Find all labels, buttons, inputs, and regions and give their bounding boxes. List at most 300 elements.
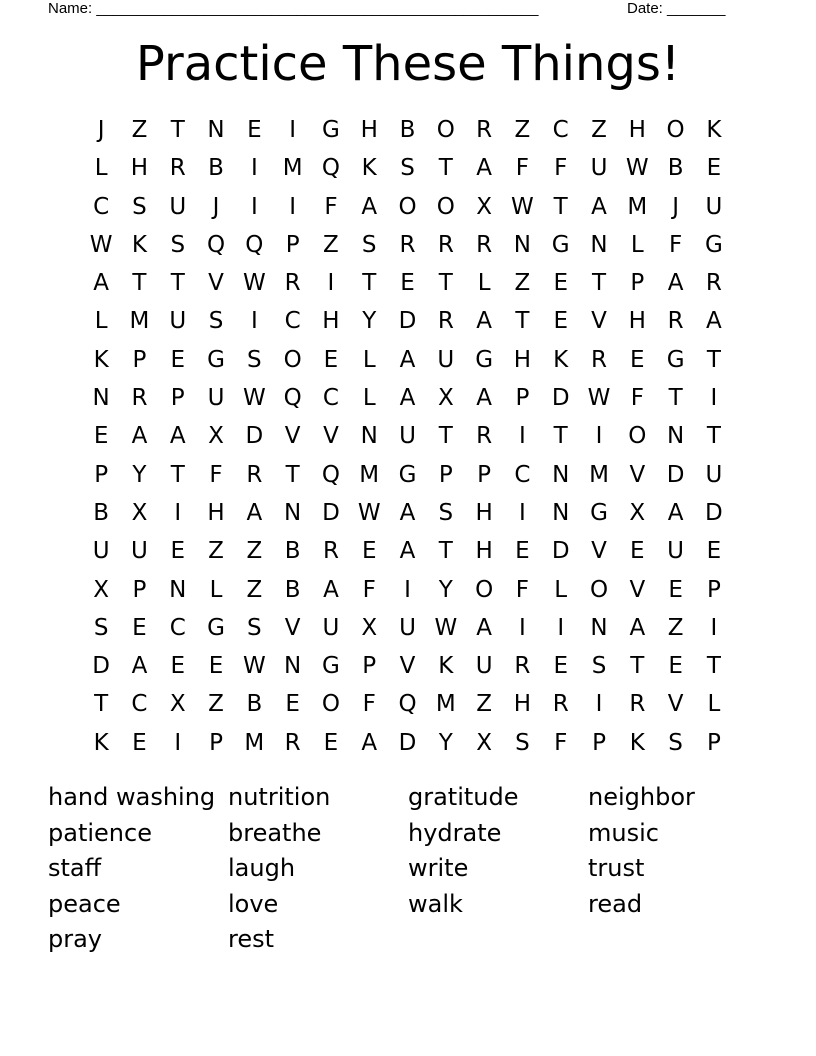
grid-letter: Y (362, 308, 377, 335)
grid-letter: I (250, 193, 258, 220)
word-bank-item: neighbor (588, 783, 695, 811)
grid-letter: O (436, 193, 455, 220)
grid-letter: O (436, 117, 455, 143)
grid-letter: A (93, 270, 110, 297)
date-field-label: Date: _______ (627, 0, 726, 17)
grid-letter: D (398, 308, 417, 335)
grid-letter: C (514, 461, 531, 488)
grid-row (82, 111, 733, 149)
word-bank-item: walk (408, 889, 463, 918)
letter-grid (82, 111, 733, 762)
grid-letter: U (437, 346, 455, 373)
word-row (48, 780, 768, 816)
grid-letter: R (437, 308, 454, 335)
grid-letter: N (590, 614, 608, 641)
grid-letter: V (323, 423, 339, 450)
grid-letter: U (590, 155, 608, 182)
grid-letter: D (551, 385, 570, 412)
grid-letter: E (668, 576, 683, 603)
grid-letter: A (667, 270, 684, 297)
grid-letter: E (553, 308, 568, 335)
grid-letter: K (361, 155, 377, 182)
grid-letter: R (667, 308, 684, 335)
word-bank-item: laugh (228, 854, 296, 883)
grid-letter: K (93, 729, 109, 756)
word-bank-item: peace (48, 889, 121, 918)
grid-row (82, 571, 733, 609)
grid-letter: E (515, 538, 530, 565)
grid-letter: D (551, 538, 570, 565)
grid-letter: I (519, 423, 526, 450)
grid-letter: A (591, 193, 607, 220)
grid-letter: R (284, 729, 301, 756)
grid-letter: X (629, 499, 646, 526)
grid-letter: G (551, 231, 570, 258)
grid-row (82, 532, 733, 570)
grid-letter: T (591, 270, 607, 297)
grid-letter: M (359, 461, 380, 488)
grid-letter: H (207, 499, 225, 526)
grid-letter: V (208, 270, 224, 297)
grid-letter: U (169, 308, 187, 335)
grid-letter: N (590, 231, 608, 258)
grid-letter: D (666, 461, 685, 488)
grid-letter: E (706, 538, 722, 565)
grid-letter: X (476, 193, 492, 220)
word-row (48, 887, 768, 923)
grid-letter: L (362, 346, 376, 373)
grid-letter: R (552, 691, 569, 718)
grid-letter: R (322, 538, 339, 565)
grid-letter: N (552, 499, 570, 526)
grid-letter: F (515, 155, 530, 182)
grid-letter: O (475, 576, 494, 603)
grid-letter: C (322, 385, 339, 412)
grid-letter: S (515, 729, 530, 756)
word-bank-item: gratitude (408, 783, 519, 811)
grid-letter: I (519, 614, 526, 641)
grid-letter: L (477, 270, 491, 297)
grid-letter: F (362, 691, 376, 718)
grid-letter: L (630, 231, 644, 258)
grid-letter: H (513, 346, 532, 373)
grid-letter: N (513, 231, 532, 258)
grid-letter: T (706, 423, 721, 450)
grid-letter: T (668, 385, 683, 412)
grid-row (82, 302, 733, 340)
word-bank-item: hydrate (408, 818, 502, 847)
grid-letter: I (174, 499, 182, 526)
word-bank-item: staff (48, 854, 102, 883)
grid-letter: O (283, 346, 302, 373)
grid-letter: R (476, 231, 493, 258)
grid-letter: V (667, 691, 684, 718)
grid-letter: X (361, 614, 378, 641)
grid-letter: I (250, 308, 258, 335)
grid-letter: Z (131, 117, 148, 143)
grid-letter: T (438, 538, 453, 565)
grid-letter: K (438, 653, 454, 680)
grid-letter: I (710, 614, 718, 641)
grid-letter: Q (283, 385, 302, 412)
grid-letter: G (590, 499, 608, 526)
grid-letter: D (705, 499, 723, 526)
grid-letter: T (438, 155, 453, 182)
grid-letter: B (208, 155, 224, 182)
grid-letter: A (476, 614, 492, 641)
grid-letter: W (587, 385, 611, 412)
grid-letter: S (591, 653, 607, 680)
grid-letter: R (629, 691, 646, 718)
grid-letter: Z (514, 270, 531, 297)
grid-letter: U (475, 653, 493, 680)
grid-row (82, 379, 733, 417)
grid-letter: W (434, 614, 458, 641)
grid-letter: A (399, 346, 416, 373)
grid-letter: P (438, 461, 453, 488)
grid-letter: I (404, 576, 411, 603)
grid-letter: E (170, 538, 186, 565)
grid-row (82, 264, 733, 302)
grid-letter: P (630, 270, 645, 297)
grid-letter: W (625, 155, 649, 182)
grid-letter: E (553, 653, 568, 680)
grid-letter: F (630, 385, 644, 412)
grid-letter: Y (132, 461, 147, 488)
grid-letter: S (361, 231, 377, 258)
grid-letter: Q (321, 461, 340, 488)
grid-letter: J (97, 117, 105, 143)
name-field-label: Name: _____________________________________________________ (48, 0, 539, 17)
grid-letter: T (515, 308, 530, 335)
grid-letter: A (361, 729, 378, 756)
grid-letter: H (475, 499, 493, 526)
grid-letter: F (324, 193, 338, 220)
grid-letter: T (706, 346, 721, 373)
grid-letter: G (398, 461, 417, 488)
grid-letter: Z (246, 576, 263, 603)
grid-letter: T (170, 461, 185, 488)
grid-letter: T (170, 117, 185, 143)
grid-letter: Z (208, 691, 224, 718)
grid-letter: V (591, 308, 607, 335)
grid-letter: I (289, 117, 297, 143)
grid-letter: M (627, 193, 648, 220)
word-bank-item: breathe (228, 818, 322, 847)
grid-letter: E (323, 346, 339, 373)
grid-letter: I (327, 270, 335, 297)
grid-letter: K (706, 117, 722, 143)
grid-letter: Y (438, 729, 453, 756)
grid-letter: E (706, 155, 722, 182)
grid-letter: B (246, 691, 263, 718)
grid-letter: W (242, 653, 266, 680)
grid-letter: C (169, 614, 186, 641)
grid-letter: W (357, 499, 381, 526)
grid-letter: X (131, 499, 148, 526)
grid-row (82, 188, 733, 226)
grid-letter: Z (667, 614, 684, 641)
grid-letter: P (362, 653, 377, 680)
grid-letter: O (589, 576, 609, 603)
grid-letter: Q (206, 231, 226, 258)
grid-letter: A (706, 308, 722, 335)
grid-letter: G (475, 346, 494, 373)
grid-letter: I (595, 423, 603, 450)
grid-letter: D (245, 423, 264, 450)
word-bank-item: nutrition (228, 783, 331, 811)
grid-row (82, 149, 733, 187)
word-bank (48, 780, 768, 958)
grid-letter: Z (246, 538, 263, 565)
grid-letter: R (437, 231, 454, 258)
grid-letter: C (284, 308, 301, 335)
grid-letter: H (628, 117, 646, 143)
grid-letter: F (209, 461, 223, 488)
word-row (48, 816, 768, 852)
grid-row (82, 417, 733, 455)
word-bank-item: rest (228, 925, 275, 954)
grid-letter: S (247, 346, 262, 373)
word-bank-item: trust (588, 854, 645, 883)
grid-row (82, 685, 733, 723)
word-bank-item: hand washing (48, 783, 216, 811)
grid-letter: E (553, 270, 568, 297)
grid-letter: L (707, 691, 721, 718)
grid-letter: L (94, 308, 108, 335)
grid-letter: Q (321, 155, 340, 182)
grid-letter: I (710, 385, 718, 412)
grid-letter: A (476, 155, 492, 182)
grid-letter: T (553, 423, 568, 450)
grid-letter: V (629, 461, 646, 488)
grid-letter: T (438, 423, 453, 450)
grid-letter: G (207, 614, 225, 641)
grid-letter: M (244, 729, 265, 756)
grid-letter: X (169, 691, 186, 718)
grid-letter: S (438, 499, 454, 526)
header (48, 0, 748, 18)
grid-letter: V (399, 653, 416, 680)
grid-letter: F (554, 155, 568, 182)
grid-letter: D (322, 499, 340, 526)
grid-letter: U (207, 385, 225, 412)
grid-letter: S (208, 308, 224, 335)
grid-letter: E (132, 614, 147, 641)
grid-letter: N (360, 423, 378, 450)
grid-letter: K (131, 231, 147, 258)
grid-letter: K (553, 346, 569, 373)
grid-letter: H (513, 691, 532, 718)
grid-letter: I (557, 614, 565, 641)
word-row (48, 851, 768, 887)
grid-letter: I (519, 499, 526, 526)
grid-row (82, 456, 733, 494)
grid-letter: N (284, 499, 302, 526)
word-bank-item: music (588, 818, 659, 847)
grid-letter: B (667, 155, 684, 182)
grid-letter: U (705, 461, 723, 488)
grid-letter: P (94, 461, 109, 488)
grid-letter: V (284, 423, 301, 450)
grid-letter: U (399, 614, 416, 641)
grid-letter: H (475, 538, 493, 565)
grid-letter: P (592, 729, 606, 756)
grid-letter: V (591, 538, 607, 565)
grid-letter: E (361, 538, 377, 565)
grid-letter: Q (245, 231, 264, 258)
grid-letter: P (706, 576, 721, 603)
grid-letter: H (322, 308, 340, 335)
grid-letter: T (362, 270, 377, 297)
grid-letter: J (212, 193, 220, 220)
grid-letter: G (704, 231, 723, 258)
grid-letter: S (668, 729, 683, 756)
grid-letter: P (170, 385, 185, 412)
grid-letter: L (209, 576, 223, 603)
grid-letter: P (515, 385, 530, 412)
word-bank-item: love (228, 889, 279, 918)
grid-letter: J (672, 193, 679, 220)
grid-letter: P (132, 346, 147, 373)
grid-letter: N (666, 423, 685, 450)
grid-letter: N (284, 653, 302, 680)
grid-letter: E (170, 346, 186, 373)
grid-letter: S (93, 614, 109, 641)
grid-letter: A (476, 308, 492, 335)
grid-letter: R (169, 155, 186, 182)
grid-letter: P (477, 461, 492, 488)
grid-letter: H (130, 155, 149, 182)
word-bank-item: read (588, 889, 643, 918)
grid-letter: R (476, 117, 493, 143)
grid-letter: C (93, 193, 110, 220)
grid-letter: S (400, 155, 415, 182)
grid-letter: M (589, 461, 609, 488)
word-bank-item: pray (48, 925, 103, 954)
grid-letter: B (399, 117, 416, 143)
grid-row (82, 226, 733, 264)
grid-letter: T (170, 270, 185, 297)
grid-letter: Z (476, 691, 492, 718)
grid-letter: A (131, 653, 148, 680)
grid-letter: K (93, 346, 109, 373)
grid-letter: W (511, 193, 534, 220)
grid-letter: Z (323, 231, 339, 258)
grid-letter: X (93, 576, 110, 603)
grid-letter: Z (591, 117, 607, 143)
grid-letter: S (132, 193, 147, 220)
grid-letter: Z (208, 538, 224, 565)
grid-letter: N (169, 576, 187, 603)
grid-letter: T (285, 461, 300, 488)
grid-letter: C (131, 691, 148, 718)
grid-letter: O (321, 691, 340, 718)
grid-letter: E (323, 729, 339, 756)
grid-letter: Q (398, 691, 417, 718)
grid-letter: W (242, 385, 266, 412)
grid-letter: R (399, 231, 416, 258)
word-bank-item: write (408, 854, 469, 883)
grid-letter: U (92, 538, 110, 565)
grid-letter: E (400, 270, 415, 297)
grid-letter: F (668, 231, 683, 258)
grid-letter: B (284, 538, 301, 565)
grid-letter: M (435, 691, 456, 718)
grid-letter: T (630, 653, 645, 680)
page-title: Practice These Things! (135, 36, 681, 92)
grid-letter: I (174, 729, 182, 756)
grid-letter: P (706, 729, 721, 756)
grid-letter: H (360, 117, 378, 143)
grid-letter: O (398, 193, 417, 220)
grid-letter: V (629, 576, 646, 603)
grid-letter: K (629, 729, 645, 756)
grid-letter: H (628, 308, 646, 335)
grid-letter: A (476, 385, 492, 412)
grid-letter: U (322, 614, 340, 641)
grid-letter: E (668, 653, 683, 680)
grid-letter: G (322, 653, 340, 680)
grid-letter: W (89, 231, 113, 258)
grid-row (82, 341, 733, 379)
grid-letter: F (554, 729, 568, 756)
grid-letter: D (398, 729, 417, 756)
grid-letter: M (282, 155, 303, 182)
grid-letter: L (554, 576, 568, 603)
grid-letter: E (285, 691, 300, 718)
grid-letter: P (285, 231, 300, 258)
word-row (48, 922, 768, 958)
grid-letter: U (169, 193, 187, 220)
grid-letter: I (595, 691, 603, 718)
grid-letter: A (246, 499, 263, 526)
grid-letter: X (437, 385, 454, 412)
grid-letter: A (399, 538, 416, 565)
grid-letter: R (284, 270, 301, 297)
grid-letter: E (630, 538, 645, 565)
grid-letter: F (362, 576, 376, 603)
grid-letter: U (705, 193, 723, 220)
grid-letter: R (246, 461, 263, 488)
grid-letter: R (476, 423, 493, 450)
grid-letter: T (706, 653, 721, 680)
grid-letter: R (705, 270, 722, 297)
grid-letter: G (322, 117, 340, 143)
grid-letter: P (209, 729, 223, 756)
grid-letter: E (247, 117, 262, 143)
grid-letter: X (208, 423, 224, 450)
grid-letter: X (476, 729, 492, 756)
grid-letter: T (132, 270, 147, 297)
grid-letter: B (284, 576, 301, 603)
grid-letter: A (323, 576, 339, 603)
grid-letter: A (667, 499, 684, 526)
grid-letter: Z (514, 117, 531, 143)
grid-letter: E (208, 653, 224, 680)
grid-letter: T (94, 691, 109, 718)
grid-letter: A (399, 385, 416, 412)
grid-letter: S (170, 231, 186, 258)
grid-letter: R (131, 385, 148, 412)
grid-letter: O (628, 423, 647, 450)
grid-letter: G (207, 346, 225, 373)
word-bank-item: patience (48, 818, 152, 847)
grid-letter: A (131, 423, 148, 450)
grid-row (82, 647, 733, 685)
grid-letter: U (131, 538, 148, 565)
grid-letter: A (399, 499, 416, 526)
